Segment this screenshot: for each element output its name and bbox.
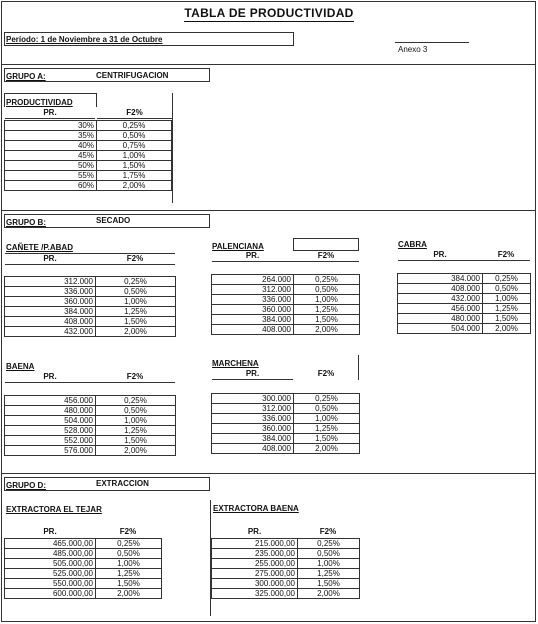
f2-value: 0,50% — [483, 284, 531, 294]
table-row — [212, 394, 360, 404]
pr-value: 360.000 — [212, 424, 294, 434]
table-row — [398, 274, 531, 284]
table-row — [5, 446, 176, 456]
pr-value: 432.000 — [398, 294, 483, 304]
productividad-table — [4, 120, 172, 191]
f2-value: 0,50% — [298, 549, 360, 559]
pr-value: 550.000,00 — [5, 579, 96, 589]
f2-value: 1,00% — [483, 294, 531, 304]
col-header-pr: PR. — [5, 108, 95, 119]
table-row — [212, 414, 360, 424]
marchena-table — [211, 393, 360, 454]
table-row — [5, 141, 172, 151]
palenciana-header-box — [293, 238, 359, 251]
table-row — [5, 307, 176, 317]
table-row — [212, 549, 360, 559]
pr-value: 30% — [5, 121, 97, 131]
table-row — [5, 277, 176, 287]
table-row — [5, 151, 172, 161]
cabra-table — [397, 273, 531, 334]
pr-value: 408.000 — [398, 284, 483, 294]
table-row — [5, 559, 162, 569]
tejar-table — [4, 538, 162, 599]
pr-value: 360.000 — [212, 305, 294, 315]
col-header-f2: F2% — [317, 369, 335, 378]
table-row — [398, 314, 531, 324]
f2-value: 1,25% — [96, 307, 176, 317]
table-row — [212, 295, 360, 305]
pr-value: 264.000 — [212, 275, 294, 285]
pr-value: 384.000 — [212, 315, 294, 325]
f2-value: 1,25% — [483, 304, 531, 314]
table-row — [212, 569, 360, 579]
baena-table — [4, 395, 176, 456]
pr-value: 275.000,00 — [212, 569, 298, 579]
pr-value: 312.000 — [212, 404, 294, 414]
pr-value: 312.000 — [212, 285, 294, 295]
pr-value: 325.000,00 — [212, 589, 298, 599]
table-row — [5, 121, 172, 131]
table-row — [398, 304, 531, 314]
annex-label: Anexo 3 — [398, 45, 428, 54]
pr-value: 60% — [5, 181, 97, 191]
pr-value: 215.000,00 — [212, 539, 298, 549]
pr-value: 300.000 — [212, 394, 294, 404]
table-row — [212, 424, 360, 434]
baena-title: BAENA — [6, 362, 35, 371]
pr-value: 408.000 — [5, 317, 96, 327]
table-row — [212, 559, 360, 569]
f2-value: 0,50% — [294, 404, 360, 414]
table-row — [212, 305, 360, 315]
table-row — [5, 181, 172, 191]
table-row — [5, 569, 162, 579]
f2-value: 1,25% — [294, 305, 360, 315]
f2-value: 2,00% — [483, 324, 531, 334]
pr-value: 55% — [5, 171, 97, 181]
extractora-baena-table — [211, 538, 360, 599]
col-header-f2: F2% — [95, 254, 175, 265]
f2-value: 1,50% — [294, 434, 360, 444]
col-header-f2: F2% — [97, 108, 172, 119]
table-row — [5, 436, 176, 446]
table-row — [5, 416, 176, 426]
table-row — [5, 589, 162, 599]
f2-value: 0,25% — [294, 275, 360, 285]
col-header-f2: F2% — [119, 527, 137, 536]
f2-value: 1,50% — [294, 315, 360, 325]
group-a-name: CENTRIFUGACION — [96, 71, 169, 80]
col-header-pr: PR. — [43, 527, 57, 536]
f2-value: 0,50% — [96, 549, 162, 559]
f2-value: 2,00% — [298, 589, 360, 599]
f2-value: 1,25% — [96, 569, 162, 579]
table-row — [5, 171, 172, 181]
col-header-pr: PR. — [5, 254, 95, 265]
pr-value: 235.000,00 — [212, 549, 298, 559]
pr-value: 255.000,00 — [212, 559, 298, 569]
pr-value: 432.000 — [5, 327, 96, 337]
pr-value: 456.000 — [5, 396, 96, 406]
f2-value: 1,00% — [96, 559, 162, 569]
f2-value: 0,50% — [294, 285, 360, 295]
f2-value: 1,00% — [298, 559, 360, 569]
divider — [1, 210, 536, 211]
f2-value: 1,50% — [96, 317, 176, 327]
pr-value: 408.000 — [212, 444, 294, 454]
pr-value: 480.000 — [5, 406, 96, 416]
f2-value: 1,50% — [96, 579, 162, 589]
f2-value: 1,25% — [298, 569, 360, 579]
pr-value: 384.000 — [398, 274, 483, 284]
pr-value: 40% — [5, 141, 97, 151]
f2-value: 1,50% — [97, 161, 172, 171]
col-header-pr: PR. — [212, 369, 293, 380]
marchena-title: MARCHENA — [212, 359, 259, 368]
table-row — [212, 325, 360, 335]
col-header-f2: F2% — [319, 527, 337, 536]
table-row — [212, 444, 360, 454]
f2-value: 1,50% — [298, 579, 360, 589]
pr-value: 504.000 — [5, 416, 96, 426]
f2-value: 1,00% — [294, 414, 360, 424]
pr-value: 465.000,00 — [5, 539, 96, 549]
pr-value: 336.000 — [5, 287, 96, 297]
table-row — [212, 315, 360, 325]
table-row — [5, 426, 176, 436]
f2-value: 1,75% — [97, 171, 172, 181]
table-row — [5, 579, 162, 589]
table-row — [398, 324, 531, 334]
f2-value: 0,25% — [97, 121, 172, 131]
f2-value: 0,25% — [96, 539, 162, 549]
f2-value: 0,25% — [294, 394, 360, 404]
pr-value: 528.000 — [5, 426, 96, 436]
table-row — [5, 396, 176, 406]
annex-line — [395, 42, 469, 43]
divider — [1, 64, 536, 65]
table-row — [5, 317, 176, 327]
f2-value: 0,50% — [96, 406, 176, 416]
pr-value: 600.000,00 — [5, 589, 96, 599]
f2-value: 0,25% — [96, 277, 176, 287]
pr-value: 45% — [5, 151, 97, 161]
f2-value: 0,75% — [97, 141, 172, 151]
table-row — [212, 539, 360, 549]
group-b-label: GRUPO B: — [6, 218, 46, 227]
table-row — [5, 549, 162, 559]
table-row — [5, 297, 176, 307]
f2-value: 2,00% — [97, 181, 172, 191]
divider — [1, 473, 536, 474]
palenciana-table — [211, 274, 360, 335]
group-b-name: SECADO — [96, 216, 131, 225]
table-row — [5, 539, 162, 549]
extractora-baena-title: EXTRACTORA BAENA — [213, 504, 299, 513]
f2-value: 0,50% — [96, 287, 176, 297]
f2-value: 2,00% — [294, 325, 360, 335]
f2-value: 2,00% — [96, 327, 176, 337]
table-row — [212, 404, 360, 414]
pr-value: 408.000 — [212, 325, 294, 335]
f2-value: 1,00% — [97, 151, 172, 161]
pr-value: 384.000 — [5, 307, 96, 317]
page-title: TABLA DE PRODUCTIVIDAD — [184, 6, 354, 20]
table-row — [5, 327, 176, 337]
table-row — [212, 579, 360, 589]
f2-value: 0,50% — [97, 131, 172, 141]
pr-value: 456.000 — [398, 304, 483, 314]
f2-value: 1,25% — [294, 424, 360, 434]
palenciana-title: PALENCIANA — [212, 242, 264, 251]
productividad-right-border — [172, 93, 173, 203]
pr-value: 576.000 — [5, 446, 96, 456]
table-row — [212, 434, 360, 444]
tejar-title: EXTRACTORA EL TEJAR — [6, 505, 102, 514]
pr-value: 312.000 — [5, 277, 96, 287]
f2-value: 1,00% — [294, 295, 360, 305]
pr-value: 35% — [5, 131, 97, 141]
pr-value: 336.000 — [212, 295, 294, 305]
table-row — [398, 294, 531, 304]
pr-value: 485.000,00 — [5, 549, 96, 559]
pr-value: 360.000 — [5, 297, 96, 307]
pr-value: 504.000 — [398, 324, 483, 334]
f2-value: 2,00% — [96, 589, 162, 599]
f2-value: 0,25% — [96, 396, 176, 406]
pr-value: 552.000 — [5, 436, 96, 446]
pr-value: 505.000,00 — [5, 559, 96, 569]
table-row — [5, 161, 172, 171]
table-row — [5, 406, 176, 416]
f2-value: 1,00% — [96, 297, 176, 307]
col-header-f2: F2% — [482, 250, 530, 261]
productividad-title: PRODUCTIVIDAD — [6, 98, 73, 107]
group-d-name: EXTRACCION — [96, 479, 149, 488]
group-d-label: GRUPO D: — [6, 481, 46, 490]
canete-table — [4, 276, 176, 337]
pr-value: 336.000 — [212, 414, 294, 424]
col-header-pr: PR. — [247, 527, 262, 536]
col-header-f2: F2% — [95, 372, 175, 383]
f2-value: 2,00% — [96, 446, 176, 456]
table-row — [5, 287, 176, 297]
canete-title: CAÑETE /P.ABAD — [6, 243, 73, 252]
f2-value: 2,00% — [294, 444, 360, 454]
f2-value: 1,25% — [96, 426, 176, 436]
table-row — [212, 275, 360, 285]
col-header-pr: PR. — [5, 372, 95, 383]
f2-value: 1,50% — [96, 436, 176, 446]
table-row — [212, 285, 360, 295]
period-text: Período: 1 de Noviembre a 31 de Octubre — [6, 35, 163, 44]
col-header-pr: PR. — [212, 251, 293, 262]
pr-value: 384.000 — [212, 434, 294, 444]
table-row — [212, 589, 360, 599]
f2-value: 0,25% — [483, 274, 531, 284]
cabra-title: CABRA — [398, 240, 427, 249]
f2-value: 0,25% — [298, 539, 360, 549]
pr-value: 480.000 — [398, 314, 483, 324]
group-a-label: GRUPO A: — [6, 72, 46, 81]
table-row — [398, 284, 531, 294]
table-row — [5, 131, 172, 141]
col-header-pr: PR. — [398, 250, 482, 261]
f2-value: 1,50% — [483, 314, 531, 324]
pr-value: 300.000,00 — [212, 579, 298, 589]
f2-value: 1,00% — [96, 416, 176, 426]
pr-value: 50% — [5, 161, 97, 171]
col-header-f2: F2% — [293, 251, 359, 262]
pr-value: 525.000,00 — [5, 569, 96, 579]
